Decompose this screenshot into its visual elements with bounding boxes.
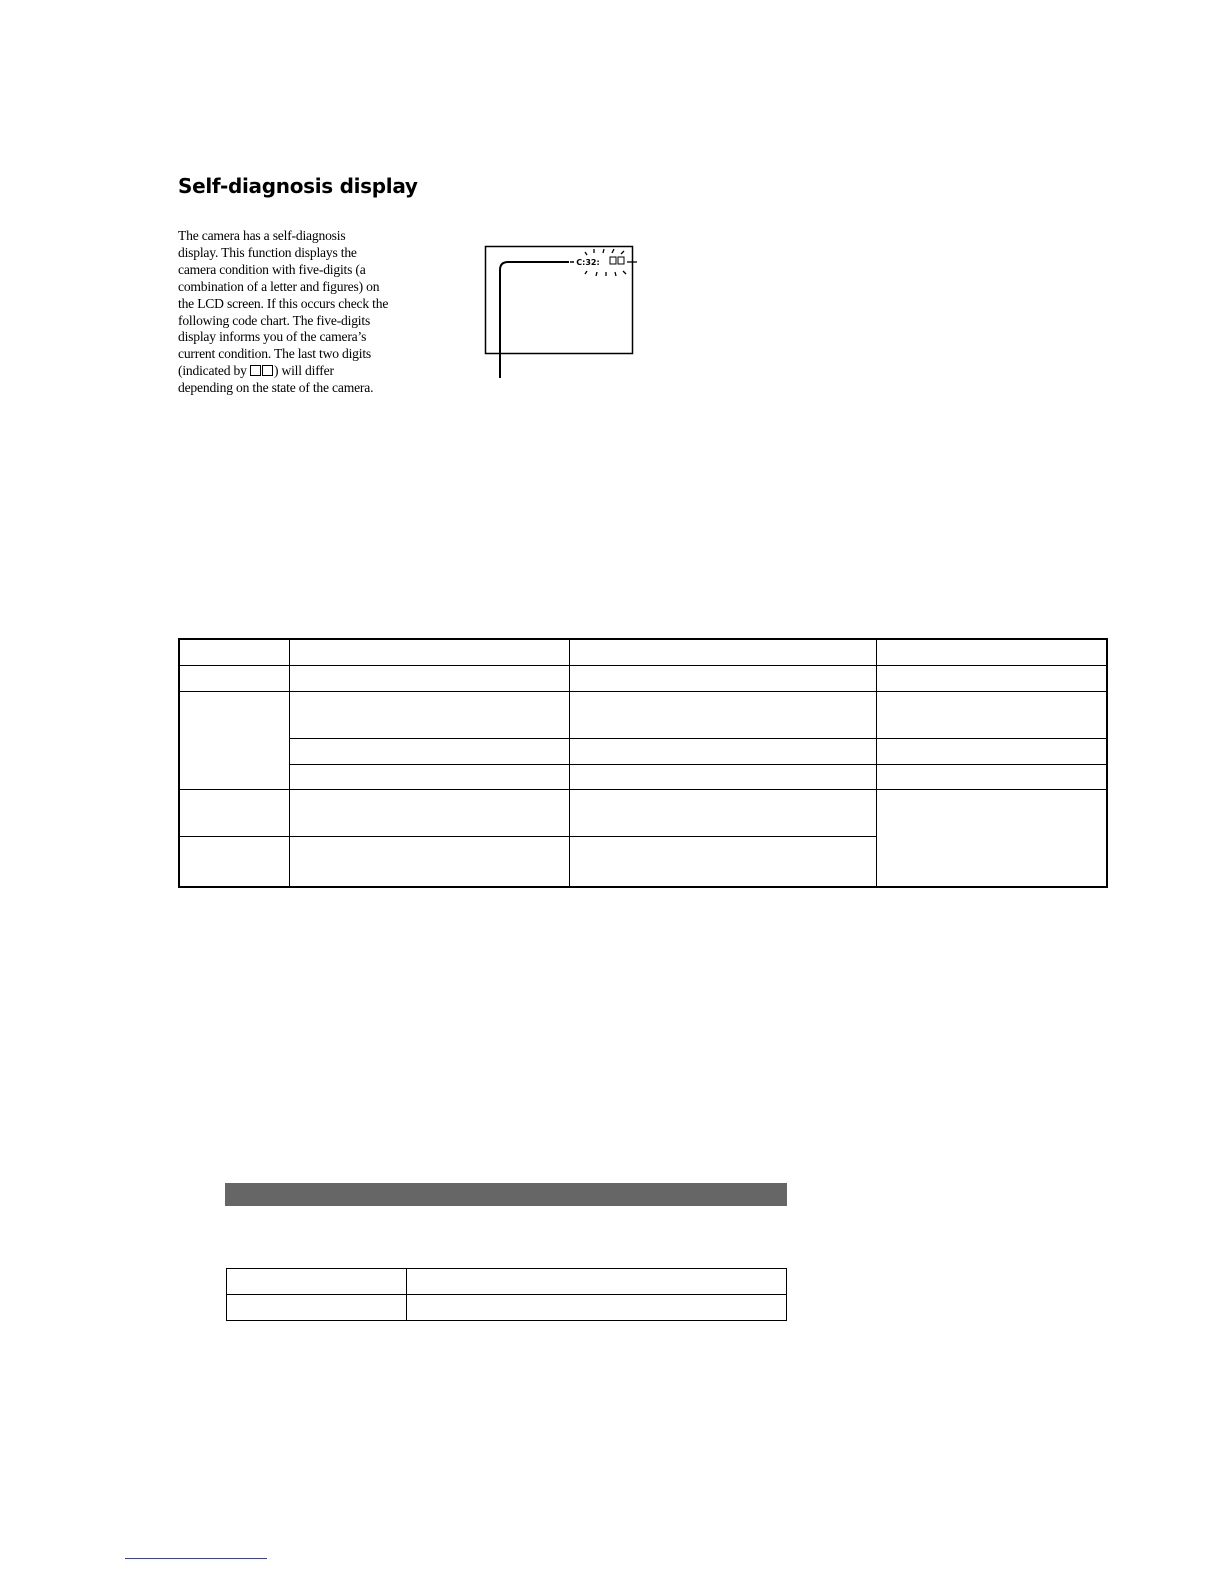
table-cell: [179, 665, 289, 691]
table-cell: [876, 738, 1107, 764]
callout-line: [500, 262, 569, 378]
intro-line-part: (indicated by: [178, 363, 250, 379]
table-row: [179, 691, 1107, 738]
code-digit-box-icon: [610, 257, 616, 264]
table-cell: [407, 1295, 787, 1321]
section-header-bar: [225, 1183, 787, 1206]
table-cell: [179, 789, 289, 836]
intro-line: the LCD screen. If this occurs check the: [178, 295, 389, 311]
table-cell: [570, 639, 877, 665]
table-cell: [570, 836, 877, 887]
section-title: Self-diagnosis display: [178, 174, 418, 198]
table-cell: [570, 738, 877, 764]
table-row: [179, 764, 1107, 789]
table-cell: [570, 764, 877, 789]
table-cell: [179, 691, 289, 789]
table-cell: [289, 789, 570, 836]
table-cell: [876, 789, 1107, 887]
lcd-screen-diagram: [476, 236, 651, 386]
intro-line: camera condition with five-digits (a: [178, 261, 366, 277]
code-digit-box-icon: [618, 257, 624, 264]
table-cell: [570, 665, 877, 691]
table-cell: [570, 789, 877, 836]
table-cell: [876, 764, 1107, 789]
intro-line: following code chart. The five-digits: [178, 312, 371, 328]
intro-line: current condition. The last two digits: [178, 346, 372, 362]
table-cell: [227, 1269, 407, 1295]
table-cell: [227, 1295, 407, 1321]
table-row: [227, 1269, 787, 1295]
table-row: [179, 665, 1107, 691]
intro-line: display informs you of the camera’s: [178, 329, 367, 345]
info-table: [226, 1268, 787, 1321]
table-cell: [289, 836, 570, 887]
intro-line-part: ) will differ: [273, 363, 334, 379]
intro-line: The camera has a self-diagnosis: [178, 228, 346, 243]
table-cell: [876, 639, 1107, 665]
intro-line: combination of a letter and figures) on: [178, 278, 380, 294]
intro-paragraph: [178, 228, 438, 397]
table-row: [227, 1295, 787, 1321]
footer-link-underline[interactable]: [125, 1558, 267, 1559]
intro-line-with-symbol: [178, 363, 438, 380]
table-row: [179, 639, 1107, 665]
intro-line: display. This function displays the: [178, 244, 357, 260]
lcd-code-text: C:32:: [576, 258, 600, 267]
intro-line: depending on the state of the camera.: [178, 380, 374, 396]
self-diagnosis-code-table: [178, 638, 1108, 888]
table-cell: [289, 738, 570, 764]
table-cell: [179, 639, 289, 665]
table-cell: [570, 691, 877, 738]
table-cell: [876, 691, 1107, 738]
table-cell: [407, 1269, 787, 1295]
table-cell: [289, 665, 570, 691]
table-cell: [179, 836, 289, 887]
table-cell: [289, 639, 570, 665]
table-cell: [289, 691, 570, 738]
table-cell: [289, 764, 570, 789]
table-row: [179, 789, 1107, 836]
table-cell: [876, 665, 1107, 691]
box-box-icon: [250, 363, 274, 378]
table-row: [179, 738, 1107, 764]
